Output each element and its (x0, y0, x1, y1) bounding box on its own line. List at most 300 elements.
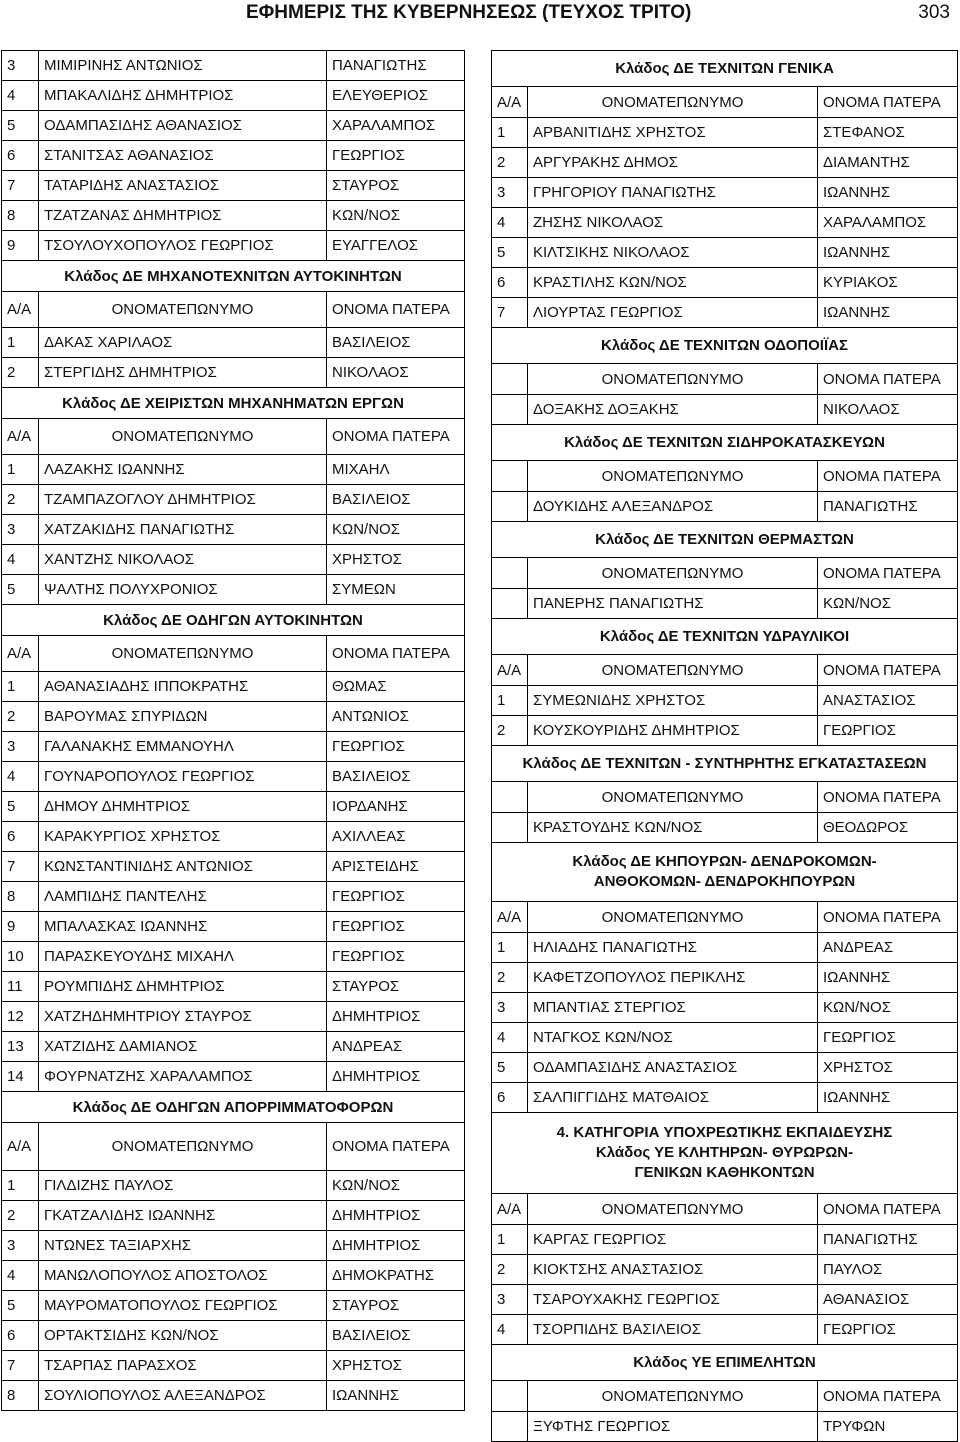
cell-fullname: ΣΥΜΕΩΝΙΔΗΣ ΧΡΗΣΤΟΣ (528, 686, 818, 716)
table-row (492, 1315, 958, 1345)
table-row (492, 1255, 958, 1285)
cell-father-name: ΙΩΑΝΝΗΣ (818, 178, 958, 208)
cell-number: 2 (2, 485, 39, 515)
cell-father-name: ΔΗΜΗΤΡΙΟΣ (327, 1231, 465, 1261)
cell-father-name: ΓΕΩΡΓΙΟΣ (327, 912, 465, 942)
table-row (492, 298, 958, 328)
cell-fullname: ΚΡΑΣΤΙΛΗΣ ΚΩΝ/ΝΟΣ (528, 268, 818, 298)
cell-number: 2 (492, 1255, 528, 1285)
table-row (492, 208, 958, 238)
cell-fullname: ΛΑΖΑΚΗΣ ΙΩΑΝΝΗΣ (39, 455, 327, 485)
table-row (2, 1351, 465, 1381)
cell-father-name: ΝΙΚΟΛΑΟΣ (327, 358, 465, 388)
cell-fullname: ΛΑΜΠΙΔΗΣ ΠΑΝΤΕΛΗΣ (39, 882, 327, 912)
table-row (492, 238, 958, 268)
table-row (2, 1321, 465, 1351)
cell-father-name: ΓΕΩΡΓΙΟΣ (818, 716, 958, 746)
header-father-name: ΟΝΟΜΑ ΠΑΤΕΡΑ (818, 782, 958, 813)
header-father-name: ΟΝΟΜΑ ΠΑΤΕΡΑ (818, 364, 958, 395)
header-number: Α/Α (492, 1194, 528, 1225)
table-row (2, 762, 465, 792)
table-row (492, 933, 958, 963)
cell-number: 2 (2, 702, 39, 732)
table-row (492, 1412, 958, 1442)
cell-father-name: ΔΗΜΗΤΡΙΟΣ (327, 1002, 465, 1032)
table-row (492, 589, 958, 619)
cell-fullname: ΜΠΑΚΑΛΙΔΗΣ ΔΗΜΗΤΡΙΟΣ (39, 81, 327, 111)
cell-number (492, 492, 528, 522)
cell-fullname: ΧΑΤΖΗΔΗΜΗΤΡΙΟΥ ΣΤΑΥΡΟΣ (39, 1002, 327, 1032)
cell-number: 4 (2, 81, 39, 111)
cell-number: 5 (492, 1053, 528, 1083)
cell-number: 1 (2, 455, 39, 485)
page-header (0, 0, 960, 30)
cell-number: 2 (492, 716, 528, 746)
cell-number: 5 (2, 792, 39, 822)
column-header-row (2, 419, 465, 455)
cell-number: 4 (2, 762, 39, 792)
cell-father-name: ΘΩΜΑΣ (327, 672, 465, 702)
table-row (2, 1032, 465, 1062)
table-row (2, 672, 465, 702)
cell-number: 6 (2, 822, 39, 852)
section-title-row (492, 746, 958, 782)
cell-father-name: ΠΑΥΛΟΣ (818, 1255, 958, 1285)
column-header-row (492, 1194, 958, 1225)
cell-number: 2 (2, 358, 39, 388)
cell-father-name: ΑΝΔΡΕΑΣ (818, 933, 958, 963)
cell-father-name: ΣΤΑΥΡΟΣ (327, 1291, 465, 1321)
section-title-line: 4. ΚΑΤΗΓΟΡΙΑ ΥΠΟΧΡΕΩΤΙΚΗΣ ΕΚΠΑΙΔΕΥΣΗΣ (556, 1124, 893, 1141)
table-row (2, 111, 465, 141)
cell-number: 5 (492, 238, 528, 268)
cell-number: 7 (492, 298, 528, 328)
header-fullname: ΟΝΟΜΑΤΕΠΩΝΥΜΟ (39, 419, 327, 455)
cell-fullname: ΠΑΡΑΣΚΕΥΟΥΔΗΣ ΜΙΧΑΗΛ (39, 942, 327, 972)
cell-father-name: ΙΩΑΝΝΗΣ (818, 298, 958, 328)
cell-father-name: ΑΝΤΩΝΙΟΣ (327, 702, 465, 732)
header-fullname: ΟΝΟΜΑΤΕΠΩΝΥΜΟ (528, 782, 818, 813)
cell-fullname: ΓΑΛΑΝΑΚΗΣ ΕΜΜΑΝΟΥΗΛ (39, 732, 327, 762)
cell-number: 5 (2, 1291, 39, 1321)
table-row (492, 963, 958, 993)
cell-fullname: ΓΚΑΤΖΑΛΙΔΗΣ ΙΩΑΝΝΗΣ (39, 1201, 327, 1231)
cell-number: 8 (2, 201, 39, 231)
header-number (492, 364, 528, 395)
cell-number: 8 (2, 882, 39, 912)
cell-number: 6 (492, 1083, 528, 1113)
column-header-row (2, 1123, 465, 1171)
table-row (492, 1053, 958, 1083)
cell-fullname: ΚΟΥΣΚΟΥΡΙΔΗΣ ΔΗΜΗΤΡΙΟΣ (528, 716, 818, 746)
table-row (2, 1171, 465, 1201)
section-title-row (2, 388, 465, 419)
section-title: Κλάδος ΥΕ ΕΠΙΜΕΛΗΤΩΝ (492, 1345, 958, 1381)
header-father-name: ΟΝΟΜΑ ΠΑΤΕΡΑ (818, 87, 958, 118)
cell-father-name: ΙΩΑΝΝΗΣ (818, 1083, 958, 1113)
cell-father-name: ΣΥΜΕΩΝ (327, 575, 465, 605)
cell-fullname: ΤΑΤΑΡΙΔΗΣ ΑΝΑΣΤΑΣΙΟΣ (39, 171, 327, 201)
cell-fullname: ΑΘΑΝΑΣΙΑΔΗΣ ΙΠΠΟΚΡΑΤΗΣ (39, 672, 327, 702)
header-number (492, 461, 528, 492)
cell-fullname: ΔΟΥΚΙΔΗΣ ΑΛΕΞΑΝΔΡΟΣ (528, 492, 818, 522)
header-father-name: ΟΝΟΜΑ ΠΑΤΕΡΑ (818, 461, 958, 492)
cell-father-name: ΕΛΕΥΘΕΡΙΟΣ (327, 81, 465, 111)
cell-fullname: ΡΟΥΜΠΙΔΗΣ ΔΗΜΗΤΡΙΟΣ (39, 972, 327, 1002)
header-father-name: ΟΝΟΜΑ ΠΑΤΕΡΑ (327, 292, 465, 328)
cell-fullname: ΤΖΑΜΠΑΖΟΓΛΟΥ ΔΗΜΗΤΡΙΟΣ (39, 485, 327, 515)
cell-father-name: ΑΡΙΣΤΕΙΔΗΣ (327, 852, 465, 882)
section-title (492, 843, 958, 902)
table-row (492, 1023, 958, 1053)
gazette-title: ΕΦΗΜΕΡΙΣ ΤΗΣ ΚΥΒΕΡΝΗΣΕΩΣ (ΤΕΥΧΟΣ ΤΡΙΤΟ) (246, 2, 692, 23)
cell-number: 9 (2, 231, 39, 261)
cell-father-name: ΚΩΝ/ΝΟΣ (327, 1171, 465, 1201)
cell-father-name: ΑΝΑΣΤΑΣΙΟΣ (818, 686, 958, 716)
header-fullname: ΟΝΟΜΑΤΕΠΩΝΥΜΟ (528, 364, 818, 395)
cell-father-name: ΚΩΝ/ΝΟΣ (818, 993, 958, 1023)
cell-father-name: ΓΕΩΡΓΙΟΣ (818, 1315, 958, 1345)
table-row (2, 702, 465, 732)
cell-number: 5 (2, 111, 39, 141)
header-fullname: ΟΝΟΜΑΤΕΠΩΝΥΜΟ (39, 292, 327, 328)
section-title: Κλάδος ΔΕ ΤΕΧΝΙΤΩΝ ΘΕΡΜΑΣΤΩΝ (492, 522, 958, 558)
header-fullname: ΟΝΟΜΑΤΕΠΩΝΥΜΟ (39, 1123, 327, 1171)
cell-fullname: ΟΡΤΑΚΤΣΙΔΗΣ ΚΩΝ/ΝΟΣ (39, 1321, 327, 1351)
cell-fullname: ΧΑΝΤΖΗΣ ΝΙΚΟΛΑΟΣ (39, 545, 327, 575)
cell-fullname: ΑΡΒΑΝΙΤΙΔΗΣ ΧΡΗΣΤΟΣ (528, 118, 818, 148)
cell-number: 8 (2, 1381, 39, 1411)
cell-number: 4 (2, 1261, 39, 1291)
cell-father-name: ΙΩΑΝΝΗΣ (818, 963, 958, 993)
cell-fullname: ΚΩΝΣΤΑΝΤΙΝΙΔΗΣ ΑΝΤΩΝΙΟΣ (39, 852, 327, 882)
section-title-row (2, 605, 465, 636)
cell-father-name: ΑΧΙΛΛΕΑΣ (327, 822, 465, 852)
cell-number: 1 (492, 118, 528, 148)
table-row (2, 328, 465, 358)
header-fullname: ΟΝΟΜΑΤΕΠΩΝΥΜΟ (528, 655, 818, 686)
table-row (2, 1231, 465, 1261)
header-fullname: ΟΝΟΜΑΤΕΠΩΝΥΜΟ (528, 1381, 818, 1412)
table-row (2, 201, 465, 231)
header-father-name: ΟΝΟΜΑ ΠΑΤΕΡΑ (818, 902, 958, 933)
table-row (2, 792, 465, 822)
cell-father-name: ΠΑΝΑΓΙΩΤΗΣ (818, 1225, 958, 1255)
section-title: Κλάδος ΔΕ ΤΕΧΝΙΤΩΝ - ΣΥΝΤΗΡΗΤΗΣ ΕΓΚΑΤΑΣΤΑΣΕΩΝ (492, 746, 958, 782)
column-header-row (492, 558, 958, 589)
cell-father-name: ΧΑΡΑΛΑΜΠΟΣ (818, 208, 958, 238)
table-row (2, 455, 465, 485)
section-title-line: ΓΕΝΙΚΩΝ ΚΑΘΗΚΟΝΤΩΝ (634, 1164, 815, 1181)
column-header-row (2, 292, 465, 328)
section-title-row (492, 1113, 958, 1194)
header-number: Α/Α (2, 1123, 39, 1171)
column-header-row (492, 364, 958, 395)
header-father-name: ΟΝΟΜΑ ΠΑΤΕΡΑ (818, 558, 958, 589)
cell-number: 7 (2, 852, 39, 882)
section-title: Κλάδος ΔΕ ΧΕΙΡΙΣΤΩΝ ΜΗΧΑΝΗΜΑΤΩΝ ΕΡΓΩΝ (2, 388, 465, 419)
cell-father-name: ΓΕΩΡΓΙΟΣ (327, 141, 465, 171)
cell-fullname: ΣΤΑΝΙΤΣΑΣ ΑΘΑΝΑΣΙΟΣ (39, 141, 327, 171)
header-number: Α/Α (2, 419, 39, 455)
cell-fullname: ΚΑΡΑΚΥΡΓΙΟΣ ΧΡΗΣΤΟΣ (39, 822, 327, 852)
cell-number: 6 (2, 1321, 39, 1351)
table-row (2, 81, 465, 111)
cell-number: 7 (2, 171, 39, 201)
cell-father-name: ΣΤΑΥΡΟΣ (327, 972, 465, 1002)
column-header-row (492, 782, 958, 813)
table-row (2, 822, 465, 852)
table-row (2, 732, 465, 762)
cell-father-name: ΠΑΝΑΓΙΩΤΗΣ (818, 492, 958, 522)
table-row (492, 492, 958, 522)
cell-number: 3 (492, 993, 528, 1023)
cell-number: 5 (2, 575, 39, 605)
header-father-name: ΟΝΟΜΑ ΠΑΤΕΡΑ (818, 1381, 958, 1412)
cell-fullname: ΔΗΜΟΥ ΔΗΜΗΤΡΙΟΣ (39, 792, 327, 822)
table-row (492, 686, 958, 716)
cell-number: 6 (492, 268, 528, 298)
section-title-row (492, 522, 958, 558)
cell-number: 10 (2, 942, 39, 972)
cell-father-name: ΘΕΟΔΩΡΟΣ (818, 813, 958, 843)
cell-father-name: ΣΤΑΥΡΟΣ (327, 171, 465, 201)
cell-number: 14 (2, 1062, 39, 1092)
column-header-row (492, 1381, 958, 1412)
cell-fullname: ΒΑΡΟΥΜΑΣ ΣΠΥΡΙΔΩΝ (39, 702, 327, 732)
section-title: Κλάδος ΔΕ ΟΔΗΓΩΝ ΑΥΤΟΚΙΝΗΤΩΝ (2, 605, 465, 636)
header-fullname: ΟΝΟΜΑΤΕΠΩΝΥΜΟ (528, 1194, 818, 1225)
cell-number: 3 (2, 51, 39, 81)
column-header-row (492, 87, 958, 118)
section-title-row (492, 843, 958, 902)
table-row (492, 716, 958, 746)
cell-fullname: ΛΙΟΥΡΤΑΣ ΓΕΩΡΓΙΟΣ (528, 298, 818, 328)
cell-fullname: ΠΑΝΕΡΗΣ ΠΑΝΑΓΙΩΤΗΣ (528, 589, 818, 619)
header-number: Α/Α (492, 655, 528, 686)
section-title-row (492, 1345, 958, 1381)
table-row (2, 1261, 465, 1291)
section-title-line: Κλάδος ΔΕ ΚΗΠΟΥΡΩΝ- ΔΕΝΔΡΟΚΟΜΩΝ- (572, 853, 877, 870)
section-title-row (492, 328, 958, 364)
cell-number: 7 (2, 1351, 39, 1381)
cell-father-name: ΚΩΝ/ΝΟΣ (327, 515, 465, 545)
cell-number: 9 (2, 912, 39, 942)
cell-father-name: ΧΡΗΣΤΟΣ (327, 545, 465, 575)
section-title-row (492, 619, 958, 655)
cell-number: 1 (492, 933, 528, 963)
cell-fullname: ΜΙΜΙΡΙΝΗΣ ΑΝΤΩΝΙΟΣ (39, 51, 327, 81)
right-column-table (491, 50, 958, 1442)
cell-father-name: ΙΩΑΝΝΗΣ (818, 238, 958, 268)
section-title-row (492, 51, 958, 87)
cell-number: 1 (492, 1225, 528, 1255)
table-row (492, 993, 958, 1023)
table-row (492, 118, 958, 148)
cell-father-name: ΒΑΣΙΛΕΙΟΣ (327, 1321, 465, 1351)
cell-fullname: ΔΟΞΑΚΗΣ ΔΟΞΑΚΗΣ (528, 395, 818, 425)
cell-fullname: ΤΣΑΡΠΑΣ ΠΑΡΑΣΧΟΣ (39, 1351, 327, 1381)
cell-father-name: ΧΑΡΑΛΑΜΠΟΣ (327, 111, 465, 141)
cell-fullname: ΝΤΑΓΚΟΣ ΚΩΝ/ΝΟΣ (528, 1023, 818, 1053)
section-title: Κλάδος ΔΕ ΤΕΧΝΙΤΩΝ ΥΔΡΑΥΛΙΚΟΙ (492, 619, 958, 655)
table-row (2, 575, 465, 605)
header-number: Α/Α (492, 87, 528, 118)
table-row (492, 395, 958, 425)
table-row (2, 1381, 465, 1411)
table-row (2, 358, 465, 388)
cell-fullname: ΧΑΤΖΙΔΗΣ ΔΑΜΙΑΝΟΣ (39, 1032, 327, 1062)
cell-father-name: ΔΙΑΜΑΝΤΗΣ (818, 148, 958, 178)
header-fullname: ΟΝΟΜΑΤΕΠΩΝΥΜΟ (528, 902, 818, 933)
column-header-row (492, 655, 958, 686)
cell-father-name: ΝΙΚΟΛΑΟΣ (818, 395, 958, 425)
table-row (2, 51, 465, 81)
cell-father-name: ΧΡΗΣΤΟΣ (327, 1351, 465, 1381)
cell-fullname: ΚΙΛΤΣΙΚΗΣ ΝΙΚΟΛΑΟΣ (528, 238, 818, 268)
cell-father-name: ΔΗΜΟΚΡΑΤΗΣ (327, 1261, 465, 1291)
cell-father-name: ΓΕΩΡΓΙΟΣ (327, 942, 465, 972)
cell-number: 4 (492, 1315, 528, 1345)
cell-father-name: ΑΘΑΝΑΣΙΟΣ (818, 1285, 958, 1315)
cell-number: 3 (2, 1231, 39, 1261)
header-number: Α/Α (2, 292, 39, 328)
table-row (492, 813, 958, 843)
cell-father-name: ΧΡΗΣΤΟΣ (818, 1053, 958, 1083)
table-row (2, 231, 465, 261)
cell-father-name: ΒΑΣΙΛΕΙΟΣ (327, 328, 465, 358)
cell-father-name: ΒΑΣΙΛΕΙΟΣ (327, 762, 465, 792)
table-row (2, 852, 465, 882)
cell-fullname: ΝΤΩΝΕΣ ΤΑΞΙΑΡΧΗΣ (39, 1231, 327, 1261)
cell-father-name: ΓΕΩΡΓΙΟΣ (818, 1023, 958, 1053)
cell-number (492, 589, 528, 619)
cell-father-name: ΙΩΑΝΝΗΣ (327, 1381, 465, 1411)
cell-number: 3 (2, 515, 39, 545)
header-number (492, 558, 528, 589)
section-title: Κλάδος ΔΕ ΟΔΗΓΩΝ ΑΠΟΡΡΙΜΜΑΤΟΦΟΡΩΝ (2, 1092, 465, 1123)
cell-number: 13 (2, 1032, 39, 1062)
cell-number: 11 (2, 972, 39, 1002)
section-title-line: Κλάδος ΥΕ ΚΛΗΤΗΡΩΝ- ΘΥΡΩΡΩΝ- (595, 1144, 854, 1161)
table-row (2, 545, 465, 575)
table-row (2, 1291, 465, 1321)
cell-father-name: ΠΑΝΑΓΙΩΤΗΣ (327, 51, 465, 81)
cell-fullname: ΜΑΥΡΟΜΑΤΟΠΟΥΛΟΣ ΓΕΩΡΓΙΟΣ (39, 1291, 327, 1321)
cell-number: 6 (2, 141, 39, 171)
header-father-name: ΟΝΟΜΑ ΠΑΤΕΡΑ (818, 655, 958, 686)
header-number (492, 1381, 528, 1412)
table-row (492, 148, 958, 178)
cell-number: 3 (492, 178, 528, 208)
cell-fullname: ΨΑΛΤΗΣ ΠΟΛΥΧΡΟΝΙΟΣ (39, 575, 327, 605)
cell-father-name: ΒΑΣΙΛΕΙΟΣ (327, 485, 465, 515)
cell-fullname: ΣΤΕΡΓΙΔΗΣ ΔΗΜΗΤΡΙΟΣ (39, 358, 327, 388)
cell-number: 1 (2, 1171, 39, 1201)
cell-fullname: ΞΥΦΤΗΣ ΓΕΩΡΓΙΟΣ (528, 1412, 818, 1442)
table-row (2, 912, 465, 942)
section-title: Κλάδος ΔΕ ΤΕΧΝΙΤΩΝ ΣΙΔΗΡΟΚΑΤΑΣΚΕΥΩΝ (492, 425, 958, 461)
header-fullname: ΟΝΟΜΑΤΕΠΩΝΥΜΟ (528, 461, 818, 492)
table-row (2, 171, 465, 201)
header-number: Α/Α (2, 636, 39, 672)
left-column-table (1, 50, 465, 1411)
table-row (2, 1002, 465, 1032)
cell-fullname: ΜΠΑΛΑΣΚΑΣ ΙΩΑΝΝΗΣ (39, 912, 327, 942)
cell-father-name: ΙΟΡΔΑΝΗΣ (327, 792, 465, 822)
table-row (492, 1285, 958, 1315)
table-row (2, 942, 465, 972)
column-header-row (2, 636, 465, 672)
cell-father-name: ΔΗΜΗΤΡΙΟΣ (327, 1201, 465, 1231)
column-header-row (492, 902, 958, 933)
cell-number (492, 813, 528, 843)
cell-number: 12 (2, 1002, 39, 1032)
header-father-name: ΟΝΟΜΑ ΠΑΤΕΡΑ (327, 419, 465, 455)
cell-fullname: ΤΖΑΤΖΑΝΑΣ ΔΗΜΗΤΡΙΟΣ (39, 201, 327, 231)
cell-fullname: ΟΔΑΜΠΑΣΙΔΗΣ ΑΝΑΣΤΑΣΙΟΣ (528, 1053, 818, 1083)
header-fullname: ΟΝΟΜΑΤΕΠΩΝΥΜΟ (528, 558, 818, 589)
cell-fullname: ΤΣΑΡΟΥΧΑΚΗΣ ΓΕΩΡΓΙΟΣ (528, 1285, 818, 1315)
cell-number (492, 395, 528, 425)
cell-fullname: ΓΙΛΔΙΖΗΣ ΠΑΥΛΟΣ (39, 1171, 327, 1201)
cell-number: 4 (492, 208, 528, 238)
cell-fullname: ΓΟΥΝΑΡΟΠΟΥΛΟΣ ΓΕΩΡΓΙΟΣ (39, 762, 327, 792)
table-row (2, 485, 465, 515)
cell-number: 2 (492, 148, 528, 178)
column-header-row (492, 461, 958, 492)
section-title-row (2, 261, 465, 292)
cell-father-name: ΚΥΡΙΑΚΟΣ (818, 268, 958, 298)
cell-fullname: ΚΙΟΚΤΣΗΣ ΑΝΑΣΤΑΣΙΟΣ (528, 1255, 818, 1285)
cell-fullname: ΣΟΥΛΙΟΠΟΥΛΟΣ ΑΛΕΞΑΝΔΡΟΣ (39, 1381, 327, 1411)
cell-fullname: ΜΑΝΩΛΟΠΟΥΛΟΣ ΑΠΟΣΤΟΛΟΣ (39, 1261, 327, 1291)
header-father-name: ΟΝΟΜΑ ΠΑΤΕΡΑ (818, 1194, 958, 1225)
cell-fullname: ΤΣΟΥΛΟΥΧΟΠΟΥΛΟΣ ΓΕΩΡΓΙΟΣ (39, 231, 327, 261)
cell-number: 1 (492, 686, 528, 716)
cell-father-name: ΣΤΕΦΑΝΟΣ (818, 118, 958, 148)
cell-father-name: ΚΩΝ/ΝΟΣ (327, 201, 465, 231)
cell-father-name: ΜΙΧΑΗΛ (327, 455, 465, 485)
section-title: Κλάδος ΔΕ ΤΕΧΝΙΤΩΝ ΓΕΝΙΚΑ (492, 51, 958, 87)
cell-father-name: ΤΡΥΦΩΝ (818, 1412, 958, 1442)
cell-fullname: ΧΑΤΖΑΚΙΔΗΣ ΠΑΝΑΓΙΩΤΗΣ (39, 515, 327, 545)
cell-father-name: ΑΝΔΡΕΑΣ (327, 1032, 465, 1062)
cell-number: 4 (2, 545, 39, 575)
table-row (2, 515, 465, 545)
table-row (2, 882, 465, 912)
cell-fullname: ΤΣΟΡΠΙΔΗΣ ΒΑΣΙΛΕΙΟΣ (528, 1315, 818, 1345)
cell-number: 2 (492, 963, 528, 993)
cell-number: 3 (492, 1285, 528, 1315)
header-number: Α/Α (492, 902, 528, 933)
cell-father-name: ΕΥΑΓΓΕΛΟΣ (327, 231, 465, 261)
cell-fullname: ΚΑΦΕΤΖΟΠΟΥΛΟΣ ΠΕΡΙΚΛΗΣ (528, 963, 818, 993)
cell-fullname: ΔΑΚΑΣ ΧΑΡΙΛΑΟΣ (39, 328, 327, 358)
cell-father-name: ΓΕΩΡΓΙΟΣ (327, 882, 465, 912)
cell-father-name: ΚΩΝ/ΝΟΣ (818, 589, 958, 619)
cell-fullname: ΚΡΑΣΤΟΥΔΗΣ ΚΩΝ/ΝΟΣ (528, 813, 818, 843)
table-row (2, 141, 465, 171)
cell-father-name: ΔΗΜΗΤΡΙΟΣ (327, 1062, 465, 1092)
table-row (2, 1062, 465, 1092)
cell-fullname: ΑΡΓΥΡΑΚΗΣ ΔΗΜΟΣ (528, 148, 818, 178)
table-row (492, 178, 958, 208)
cell-number: 1 (2, 328, 39, 358)
cell-number: 2 (2, 1201, 39, 1231)
header-fullname: ΟΝΟΜΑΤΕΠΩΝΥΜΟ (528, 87, 818, 118)
table-row (2, 1201, 465, 1231)
